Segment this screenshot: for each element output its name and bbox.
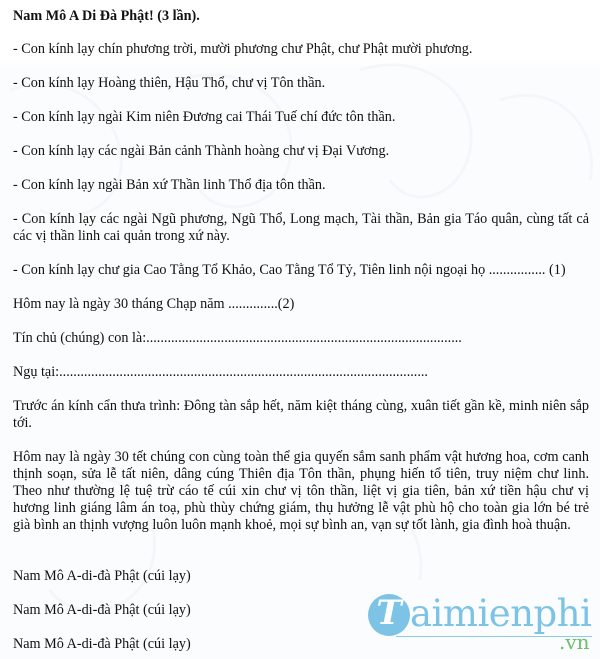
closing-line: Nam Mô A-di-đà Phật (cúi lạy) — [13, 602, 191, 618]
invocation-line: - Con kính lạy các ngài Bản cảnh Thành hoàng chư vị Đại Vương. — [13, 143, 390, 159]
logo-domain-suffix: .vn — [559, 630, 590, 654]
invocation-line: - Con kính lạy các ngài Ngũ phương, Ngũ Thổ, Long mạch, Tài thần, Bản gia Táo quân, cùng tất cả các vị thần linh cai quản trong xứ này. — [13, 211, 589, 244]
logo-wordmark: aimienphi — [410, 592, 592, 635]
invocation-line: - Con kính lạy chư gia Cao Tằng Tổ Khảo, Cao Tằng Tổ Tỷ, Tiên linh nội ngoại họ ................ (1) — [13, 262, 566, 278]
document-title: Nam Mô A Di Đà Phật! (3 lần). — [13, 8, 200, 24]
closing-line: Nam Mô A-di-đà Phật (cúi lạy) — [13, 636, 191, 652]
paragraph-report: Trước án kính cẩn thưa trình: Đông tàn sắp hết, năm kiệt tháng cùng, xuân tiết gần kề, minh niên sắp tới. — [13, 398, 589, 431]
address-line: Ngụ tại:........................................................................................................ — [13, 364, 428, 380]
logo-letter: T — [376, 593, 402, 633]
invocation-line: - Con kính lạy ngài Kim niên Đương cai Thái Tuế chí đức tôn thần. — [13, 109, 396, 125]
invocation-line: - Con kính lạy Hoàng thiên, Hậu Thổ, chư vị Tôn thần. — [13, 75, 326, 91]
closing-line: Nam Mô A-di-đà Phật (cúi lạy) — [13, 568, 191, 584]
owner-line: Tín chủ (chúng) con là:......................................................................................... — [13, 330, 462, 346]
taimienphi-watermark-logo — [366, 590, 598, 652]
paragraph-offering: Hôm nay là ngày 30 tết chúng con cùng toàn thể gia quyến sắm sanh phẩm vật hương hoa, cơm canh thịnh soạn, sửa lễ tất niên, dâng cúng Thiên địa Tôn thần, phụng hiến tổ tiên, truy niệm chư linh. Theo như thường lệ tuệ trừ cáo tế cúi xin chư vị tôn thần, liệt vị gia tiên, bản xứ tiền hậu chư vị hương linh giáng lâm án toạ, phù thùy chứng giám, thụ hưởng lễ vật phù hộ cho toàn gia lớn bé trẻ già bình an thịnh vượng luôn luôn mạnh khoẻ, mọi sự bình an, vạn sự tốt lành, gia đình hoà thuận. — [13, 449, 589, 533]
invocation-line: - Con kính lạy chín phương trời, mười phương chư Phật, chư Phật mười phương. — [13, 41, 473, 57]
date-line: Hôm nay là ngày 30 tháng Chạp năm ..............(2) — [13, 296, 295, 312]
invocation-line: - Con kính lạy ngài Bản xứ Thần linh Thổ địa tôn thần. — [13, 177, 326, 193]
